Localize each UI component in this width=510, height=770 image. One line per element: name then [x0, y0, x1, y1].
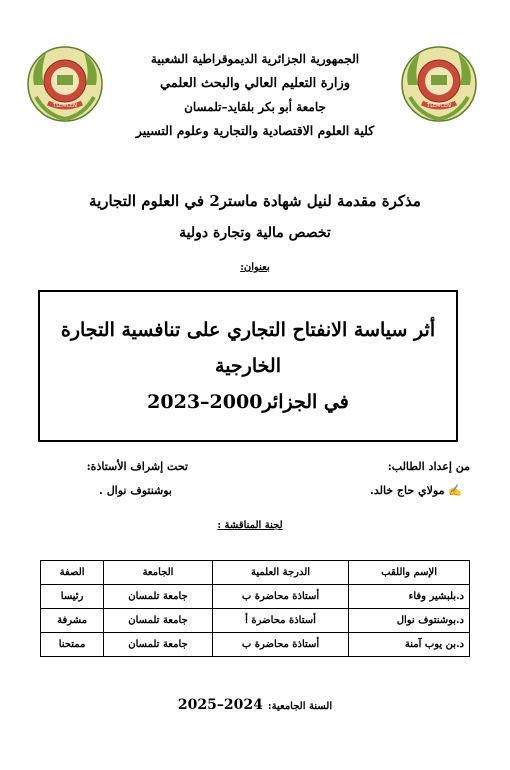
academic-year	[0, 694, 510, 713]
header-university: الجامعة	[104, 561, 213, 585]
supervisor-name: بوشنتوف نوال .	[99, 484, 172, 497]
table-row	[41, 609, 470, 633]
student-name: ✍ مولاي حاج خالد.	[369, 484, 462, 497]
thesis-title-box	[38, 290, 458, 442]
thesis-type: مذكرة مقدمة لنيل شهادة ماستر2 في العلوم التجارية	[89, 192, 421, 210]
jury-member-rank: أستاذة محاضرة ب	[212, 633, 348, 657]
jury-member-rank: أستاذة محاضرة ب	[212, 585, 348, 609]
thesis-specialty: تخصص مالية وتجارة دولية	[179, 225, 331, 241]
header-faculty: كلية العلوم الاقتصادية والتجارية وعلوم التسيير	[135, 123, 375, 138]
student-label: من إعداد الطالب:	[387, 460, 470, 473]
jury-member-role: رئيسا	[41, 585, 104, 609]
academic-year-value: 2024–2025	[177, 697, 263, 713]
jury-member-rank: أستاذة محاضرة أ	[212, 609, 348, 633]
jury-member-university: جامعة تلمسان	[104, 585, 213, 609]
header-name: الإسم واللقب	[349, 561, 470, 585]
header-role: الصفة	[41, 561, 104, 585]
table-row	[41, 633, 470, 657]
table-header-row	[41, 561, 470, 585]
academic-year-label: السنة الجامعية:	[267, 701, 333, 712]
thesis-title-line2: في الجزائر2000–2023	[147, 391, 349, 413]
jury-table	[40, 560, 470, 657]
header-university: جامعة أبو بكر بلقايد–تلمسان	[184, 100, 326, 114]
thesis-title-line1: أثر سياسة الانفتاح التجاري على تنافسية التجارة الخارجية	[60, 319, 436, 377]
svg-text:TLEMCEN: TLEMCEN	[427, 103, 451, 109]
header-ministry: وزارة التعليم العالي والبحث العلمي	[159, 76, 351, 91]
header-rank: الدرجة العلمية	[212, 561, 348, 585]
svg-text:TLEMCEN: TLEMCEN	[53, 103, 77, 109]
jury-member-name: د.بوشنتوف نوال	[349, 609, 470, 633]
jury-member-role: مشرفة	[41, 609, 104, 633]
jury-label: لجنة المناقشة :	[217, 520, 283, 531]
jury-member-name: د.بن يوب آمنة	[349, 633, 470, 657]
jury-member-role: ممتحنا	[41, 633, 104, 657]
header-republic: الجمهورية الجزائرية الديموقراطية الشعبية	[150, 52, 360, 66]
table-row	[41, 585, 470, 609]
jury-member-university: جامعة تلمسان	[104, 633, 213, 657]
jury-member-university: جامعة تلمسان	[104, 609, 213, 633]
supervisor-label: تحت إشراف الأستاذة:	[86, 460, 188, 473]
jury-member-name: د.بلبشير وفاء	[349, 585, 470, 609]
title-label: بعنوان:	[240, 262, 270, 273]
